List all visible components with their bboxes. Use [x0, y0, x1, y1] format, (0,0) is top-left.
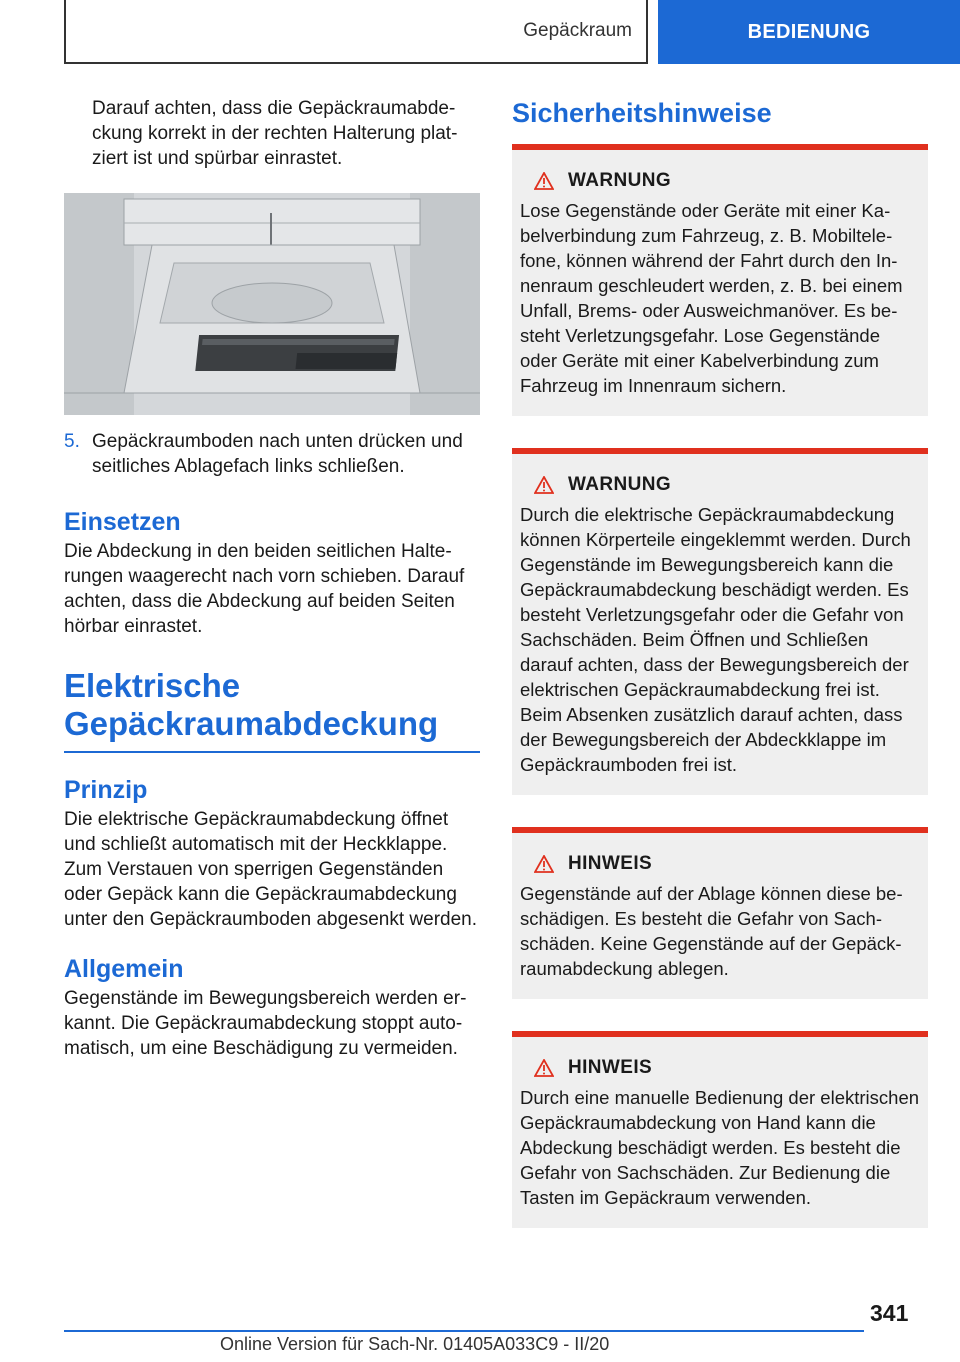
trunk-drawing	[64, 193, 480, 415]
notice-text: Durch die elektrische Gepäckraumabdeckung können Körperteile eingeklemmt werden. Durch Gegenstände im Bewegungsbereich kann die Gepäckraumabdeckung beschädigt werden. Es besteht Verletzungsgefahr oder die Gefahr von Sachschäden. Beim Öffnen und Schließen darauf achten, dass der Bewegungsbereich der elektrischen Gepäckraumabdeckung frei ist. Beim Absenken zusätzlich darauf achten, dass der Bewegungsbereich der Abdeckklappe im Gepäckraumboden frei ist.	[520, 504, 911, 775]
einsetzen-heading: Einsetzen	[64, 508, 181, 536]
prinzip-heading: Prinzip	[64, 776, 148, 804]
notice-text: Gegenstände auf der Ablage können diese beschädigen. Es besteht die Gefahr von Sachschäden. Keine Gegenstände auf der Gepäckraumabdeckung ablegen.	[520, 883, 903, 979]
step-text: Gepäckraumboden nach unten drücken und seitliches Ablagefach links schließen.	[92, 431, 463, 477]
notice-label: WARNUNG	[568, 170, 672, 191]
allgemein-heading: Allgemein	[64, 955, 184, 983]
sicherheitshinweise-heading: Sicherheitshinweise	[512, 98, 772, 128]
elektrische-heading: Elektrische Gepäckraumabdeckung	[64, 667, 480, 753]
notice-label: WARNUNG	[568, 474, 672, 495]
page-number: 341	[870, 1300, 909, 1326]
hinweis-box-1	[512, 827, 928, 999]
notice-text: Lose Gegenstände oder Geräte mit einer Kabelverbindung zum Fahrzeug, z. B. Mobiltelefone, können während der Fahrt durch den Innenraum geschleudert werden, z. B. bei einem Unfall, Brems- oder Ausweichmanöver. Es besteht Verletzungsgefahr. Lose Gegenstände oder Geräte mit einer Kabelverbindung zum Fahrzeug im Innenraum sichern.	[520, 200, 903, 396]
warning-triangle-icon	[534, 172, 554, 190]
header-chapter-label: BEDIENUNG	[747, 20, 871, 43]
header-chapter-tab	[658, 0, 960, 64]
warning-box-1	[512, 144, 928, 416]
warning-triangle-icon	[534, 476, 554, 494]
warning-triangle-icon	[534, 1059, 554, 1077]
notice-label: HINWEIS	[568, 1057, 653, 1078]
warning-triangle-icon	[534, 855, 554, 873]
einsetzen-paragraph: Die Abdeckung in den beiden seitlichen Halterungen waagerecht nach vorn schieben. Darauf achten, dass die Abdeckung auf beiden Seiten hörbar einrastet.	[64, 541, 465, 637]
step-5	[64, 429, 480, 479]
notice-text: Durch eine manuelle Bedienung der elektrischen Gepäckraumabdeckung von Hand kann die Abdeckung beschädigt werden. Es besteht die Gefahr von Sachschäden. Zur Bedienung die Tasten im Gepäckraum verwenden.	[520, 1087, 920, 1208]
right-column	[512, 96, 928, 1228]
footer-divider	[64, 1330, 864, 1332]
luggage-compartment-illustration	[64, 193, 480, 415]
prinzip-paragraph: Die elektrische Gepäckraumabdeckung öffnet und schließt automatisch mit der Heckklappe. Zum Verstauen von sperrigen Gegenständen oder Gepäck kann die Gepäckraumabdeckung unter den Gepäckraumboden abgesenkt werden.	[64, 809, 477, 930]
header-section-tab	[64, 0, 648, 64]
notice-label: HINWEIS	[568, 853, 653, 874]
header-section-label: Gepäckraum	[523, 20, 632, 41]
left-column	[64, 96, 480, 1061]
step-number: 5.	[64, 431, 80, 452]
warning-box-2	[512, 448, 928, 795]
footer-version-text: Online Version für Sach-Nr. 01405A033C9 - II/20	[220, 1334, 610, 1354]
hinweis-box-2	[512, 1031, 928, 1228]
intro-paragraph: Darauf achten, dass die Gepäckraumabdeckung korrekt in der rechten Halterung platziert ist und spürbar einrastet.	[92, 98, 458, 169]
allgemein-paragraph: Gegenstände im Bewegungsbereich werden erkannt. Die Gepäckraumabdeckung stoppt automatisch, um eine Beschädigung zu vermeiden.	[64, 988, 467, 1059]
